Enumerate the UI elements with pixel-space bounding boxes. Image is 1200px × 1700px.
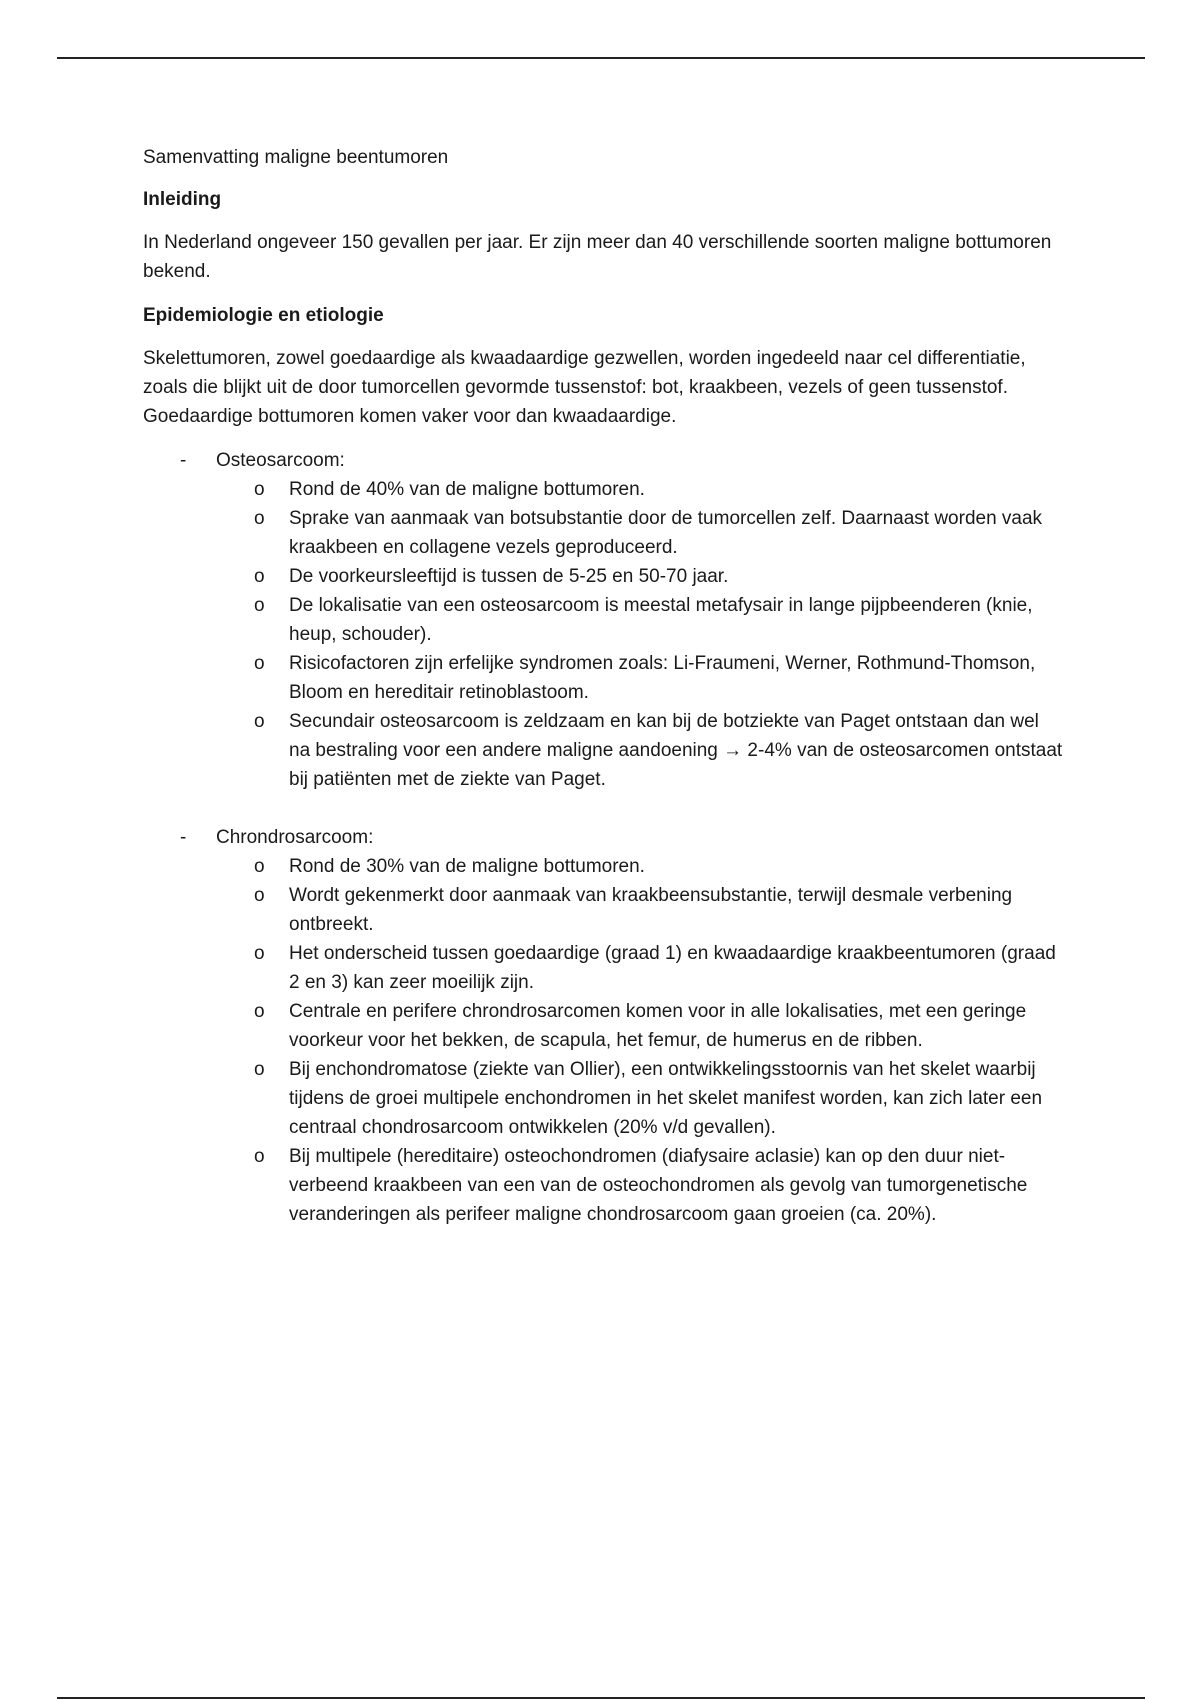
circle-bullet: o	[254, 595, 265, 616]
circle-bullet: o	[254, 566, 265, 587]
circle-bullet: o	[254, 1001, 265, 1022]
list-item-text: Bij enchondromatose (ziekte van Ollier), een ontwikkelingsstoornis van het skelet waarbij tijdens de groei multipele enchondromen in het skelet manifest worden, kan zich later een centraal chondrosarcoom ontwikkelen (20% v/d gevallen).	[289, 1059, 1043, 1138]
footer-rule	[57, 1697, 1145, 1699]
list-item	[216, 591, 1063, 649]
circle-bullet: o	[254, 1059, 265, 1080]
list-item-text: Bij multipele (hereditaire) osteochondromen (diafysaire aclasie) kan op den duur niet-verbeend kraakbeen van een van de osteochondromen als gevolg van tumorgenetische veranderingen als perifeer maligne chondrosarcoom gaan groeien (ca. 20%).	[289, 1146, 1028, 1225]
list-item-chrondrosarcoom	[143, 823, 1063, 1229]
dash-bullet: -	[180, 827, 187, 848]
list-item	[216, 881, 1063, 939]
header-rule	[57, 57, 1145, 59]
list-item	[216, 997, 1063, 1055]
circle-bullet: o	[254, 885, 265, 906]
list-item-text: Risicofactoren zijn erfelijke syndromen zoals: Li-Fraumeni, Werner, Rothmund-Thomson, Bloom en hereditair retinoblastoom.	[289, 653, 1036, 703]
list-item	[216, 1142, 1063, 1229]
list-item-text: Secundair osteosarcoom is zeldzaam en kan bij de botziekte van Paget ontstaan dan wel na bestraling voor een andere maligne aandoening → 2-4% van de osteosarcomen ontstaat bij patiënten met de ziekte van Paget.	[289, 711, 1063, 790]
list-item-text: De lokalisatie van een osteosarcoom is meestal metafysair in lange pijpbeenderen (knie, heup, schouder).	[289, 595, 1033, 645]
list-item-text: Het onderscheid tussen goedaardige (graad 1) en kwaadaardige kraakbeentumoren (graad 2 en 3) kan zeer moeilijk zijn.	[289, 943, 1056, 993]
list-item-osteosarcoom	[143, 446, 1063, 794]
dash-bullet: -	[180, 450, 187, 471]
circle-bullet: o	[254, 856, 265, 877]
list-item	[216, 562, 1063, 591]
document-body	[143, 143, 1063, 1229]
list-item	[216, 707, 1063, 794]
tumor-type-name: Chrondrosarcoom:	[216, 827, 374, 848]
circle-bullet: o	[254, 479, 265, 500]
list-item-text: Wordt gekenmerkt door aanmaak van kraakbeensubstantie, terwijl desmale verbening ontbreekt.	[289, 885, 1013, 935]
circle-bullet: o	[254, 653, 265, 674]
tumor-type-name: Osteosarcoom:	[216, 450, 345, 471]
circle-bullet: o	[254, 711, 265, 732]
list-item	[216, 475, 1063, 504]
list-item	[216, 1055, 1063, 1142]
list-item	[216, 504, 1063, 562]
section-paragraph-epidemiologie: Skelettumoren, zowel goedaardige als kwaadaardige gezwellen, worden ingedeeld naar cel differentiatie, zoals die blijkt uit de door tumorcellen gevormde tussenstof: bot, kraakbeen, vezels of geen tussenstof. Goedaardige bottumoren komen vaker voor dan kwaadaardige.	[143, 348, 1026, 427]
list-item	[216, 939, 1063, 997]
section-paragraph-inleiding: In Nederland ongeveer 150 gevallen per jaar. Er zijn meer dan 40 verschillende soorten maligne bottumoren bekend.	[143, 232, 1052, 282]
list-item-text: Sprake van aanmaak van botsubstantie door de tumorcellen zelf. Daarnaast worden vaak kraakbeen en collagene vezels geproduceerd.	[289, 508, 1043, 558]
list-item-text: Rond de 30% van de maligne bottumoren.	[289, 856, 645, 877]
document-title: Samenvatting maligne beentumoren	[143, 147, 449, 168]
list-item-text: Centrale en perifere chrondrosarcomen komen voor in alle lokalisaties, met een geringe voorkeur voor het bekken, de scapula, het femur, de humerus en de ribben.	[289, 1001, 1027, 1051]
section-heading-inleiding: Inleiding	[143, 189, 222, 210]
sub-list-chrondrosarcoom	[216, 852, 1063, 1229]
sub-list-osteosarcoom	[216, 475, 1063, 794]
section-heading-epidemiologie: Epidemiologie en etiologie	[143, 305, 384, 326]
list-item	[216, 649, 1063, 707]
circle-bullet: o	[254, 1146, 265, 1167]
circle-bullet: o	[254, 508, 265, 529]
list-item-text: De voorkeursleeftijd is tussen de 5-25 en 50-70 jaar.	[289, 566, 729, 587]
tumor-type-list	[143, 446, 1063, 1229]
list-item	[216, 852, 1063, 881]
circle-bullet: o	[254, 943, 265, 964]
list-item-text: Rond de 40% van de maligne bottumoren.	[289, 479, 645, 500]
